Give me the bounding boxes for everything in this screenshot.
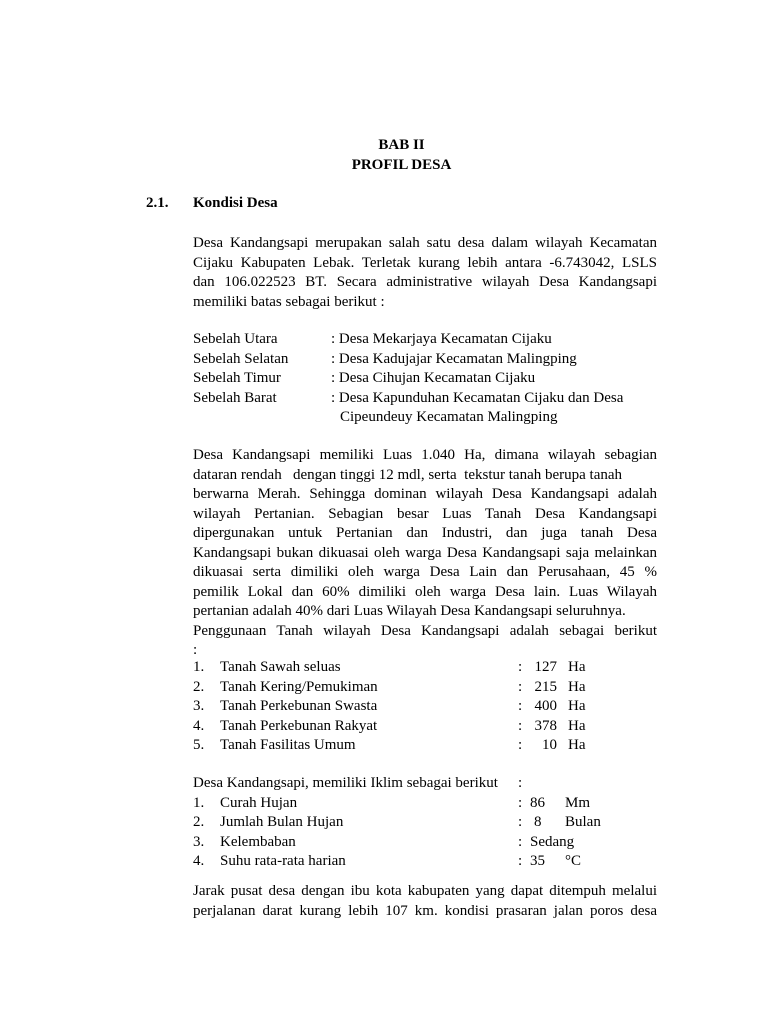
- section-title: Kondisi Desa: [193, 195, 278, 211]
- border-label: Sebelah Utara: [193, 331, 278, 347]
- item-unit: Ha: [568, 678, 586, 695]
- paragraph-line: pertanian adalah 40% dari Luas Wilayah Desa Kandangsapi seluruhnya.: [193, 603, 626, 619]
- paragraph-line: Desa Kandangsapi memiliki Luas 1.040 Ha, dimana wilayah sebagian: [193, 447, 657, 463]
- paragraph-line: Kandangsapi bukan dikuasai oleh warga Desa Kandangsapi saja melainkan: [193, 544, 657, 561]
- border-value: : Desa Cihujan Kecamatan Cijaku: [331, 370, 536, 386]
- border-label: Sebelah Selatan: [193, 350, 289, 367]
- item-number: 4.: [193, 853, 205, 869]
- climate-row: [193, 833, 613, 853]
- land-use-row: [193, 678, 613, 698]
- item-number: 3.: [193, 833, 205, 850]
- item-name: Tanah Kering/Pemukiman: [220, 678, 378, 695]
- border-value: : Desa Mekarjaya Kecamatan Cijaku: [331, 331, 552, 347]
- border-label: Sebelah Barat: [193, 389, 277, 406]
- item-name: Tanah Sawah seluas: [220, 659, 341, 675]
- item-unit: Ha: [568, 659, 586, 675]
- item-name: Curah Hujan: [220, 794, 298, 811]
- paragraph-line: pemilik Lokal dan 60% dimiliki oleh warga Desa lain. Luas Wilayah: [193, 583, 657, 600]
- item-value: 35: [530, 853, 545, 869]
- item-value: 400: [534, 698, 557, 714]
- border-row: [193, 350, 663, 370]
- chapter-title: PROFIL DESA: [351, 157, 452, 173]
- item-value: 10: [542, 737, 557, 753]
- item-value: 8: [534, 814, 542, 830]
- distance-paragraph: [193, 882, 657, 921]
- paragraph-line: Desa Kandangsapi merupakan salah satu desa dalam wilayah Kecamatan: [193, 235, 657, 251]
- paragraph-line: dan 106.022523 BT. Secara administrative wilayah Desa Kandangsapi: [193, 274, 657, 290]
- item-value: 127: [534, 659, 557, 675]
- item-separator: :: [518, 717, 523, 734]
- item-separator: :: [518, 814, 523, 830]
- paragraph-line: dipergunakan untuk Pertanian dan Industri, dan juga tanah Desa: [193, 525, 657, 541]
- item-value: 215: [534, 678, 557, 695]
- item-name: Tanah Perkebunan Rakyat: [220, 717, 378, 734]
- item-number: 4.: [193, 717, 205, 734]
- paragraph-line: memiliki batas sebagai berikut :: [193, 293, 385, 310]
- climate-intro-text: Desa Kandangsapi, memiliki Iklim sebagai berikut: [193, 775, 498, 791]
- item-number: 5.: [193, 737, 205, 753]
- item-separator: :: [518, 853, 523, 869]
- border-value-continued: Cipeundeuy Kecamatan Malingping: [340, 409, 558, 425]
- item-name: Tanah Perkebunan Swasta: [220, 698, 378, 714]
- item-separator: :: [518, 678, 523, 695]
- land-use-row: [193, 717, 613, 737]
- chapter-heading: BAB II: [378, 137, 425, 153]
- item-number: 2.: [193, 678, 205, 695]
- paragraph-line: dikuasai serta dimiliki oleh warga Desa Lain dan Perusahaan, 45 %: [193, 564, 657, 580]
- land-use-row: [193, 658, 613, 678]
- paragraph-line: Jarak pusat desa dengan ibu kota kabupaten yang dapat ditempuh melalui: [193, 883, 657, 899]
- item-number: 1.: [193, 659, 205, 675]
- item-separator: :: [518, 833, 523, 850]
- land-use-row: [193, 736, 613, 756]
- paragraph-line: wilayah Pertanian. Sebagian besar Luas Tanah Desa Kandangsapi: [193, 505, 657, 522]
- item-value: 86: [530, 794, 545, 811]
- item-name: Jumlah Bulan Hujan: [220, 814, 344, 830]
- item-unit: Mm: [565, 794, 591, 811]
- paragraph-line: perjalanan darat kurang lebih 107 km. kondisi prasaran jalan poros desa: [193, 902, 657, 919]
- item-name: Kelembaban: [220, 833, 296, 850]
- paragraph-line: Penggunaan Tanah wilayah Desa Kandangsapi adalah sebagai berikut: [193, 622, 657, 639]
- item-name: Tanah Fasilitas Umum: [220, 737, 356, 753]
- climate-row: [193, 852, 613, 872]
- intro-paragraph: [193, 234, 657, 312]
- item-unit: Ha: [568, 737, 586, 753]
- item-value: Sedang: [530, 833, 575, 850]
- item-number: 2.: [193, 814, 205, 830]
- item-unit: °C: [565, 853, 582, 869]
- paragraph-line: :: [193, 642, 198, 658]
- climate-row: [193, 794, 613, 814]
- item-separator: :: [518, 698, 523, 714]
- item-unit: Bulan: [565, 814, 601, 830]
- land-use-row: [193, 697, 613, 717]
- border-label: Sebelah Timur: [193, 370, 281, 386]
- item-value: 378: [534, 717, 557, 734]
- item-name: Suhu rata-rata harian: [220, 853, 346, 869]
- section-number: 2.1.: [146, 195, 169, 211]
- climate-row: [193, 813, 613, 833]
- land-paragraph: [193, 446, 657, 661]
- border-row-continued: [193, 408, 663, 428]
- border-value: : Desa Kadujajar Kecamatan Malingping: [331, 350, 577, 367]
- paragraph-line: dataran rendah dengan tinggi 12 mdl, serta tekstur tanah berupa tanah: [193, 466, 623, 483]
- border-row: [193, 389, 663, 409]
- item-unit: Ha: [568, 698, 586, 714]
- border-row: [193, 369, 663, 389]
- item-separator: :: [518, 659, 523, 675]
- border-value: : Desa Kapunduhan Kecamatan Cijaku dan Desa: [331, 389, 624, 406]
- item-separator: :: [518, 737, 523, 753]
- item-separator: :: [518, 775, 523, 791]
- item-separator: :: [518, 794, 523, 811]
- climate-intro: [193, 774, 613, 794]
- border-row: [193, 330, 663, 350]
- item-unit: Ha: [568, 717, 586, 734]
- item-number: 1.: [193, 794, 205, 811]
- paragraph-line: berwarna Merah. Sehingga dominan wilayah Desa Kandangsapi adalah: [193, 486, 657, 502]
- item-number: 3.: [193, 698, 205, 714]
- paragraph-line: Cijaku Kabupaten Lebak. Terletak kurang lebih antara -6.743042, LSLS: [193, 254, 657, 271]
